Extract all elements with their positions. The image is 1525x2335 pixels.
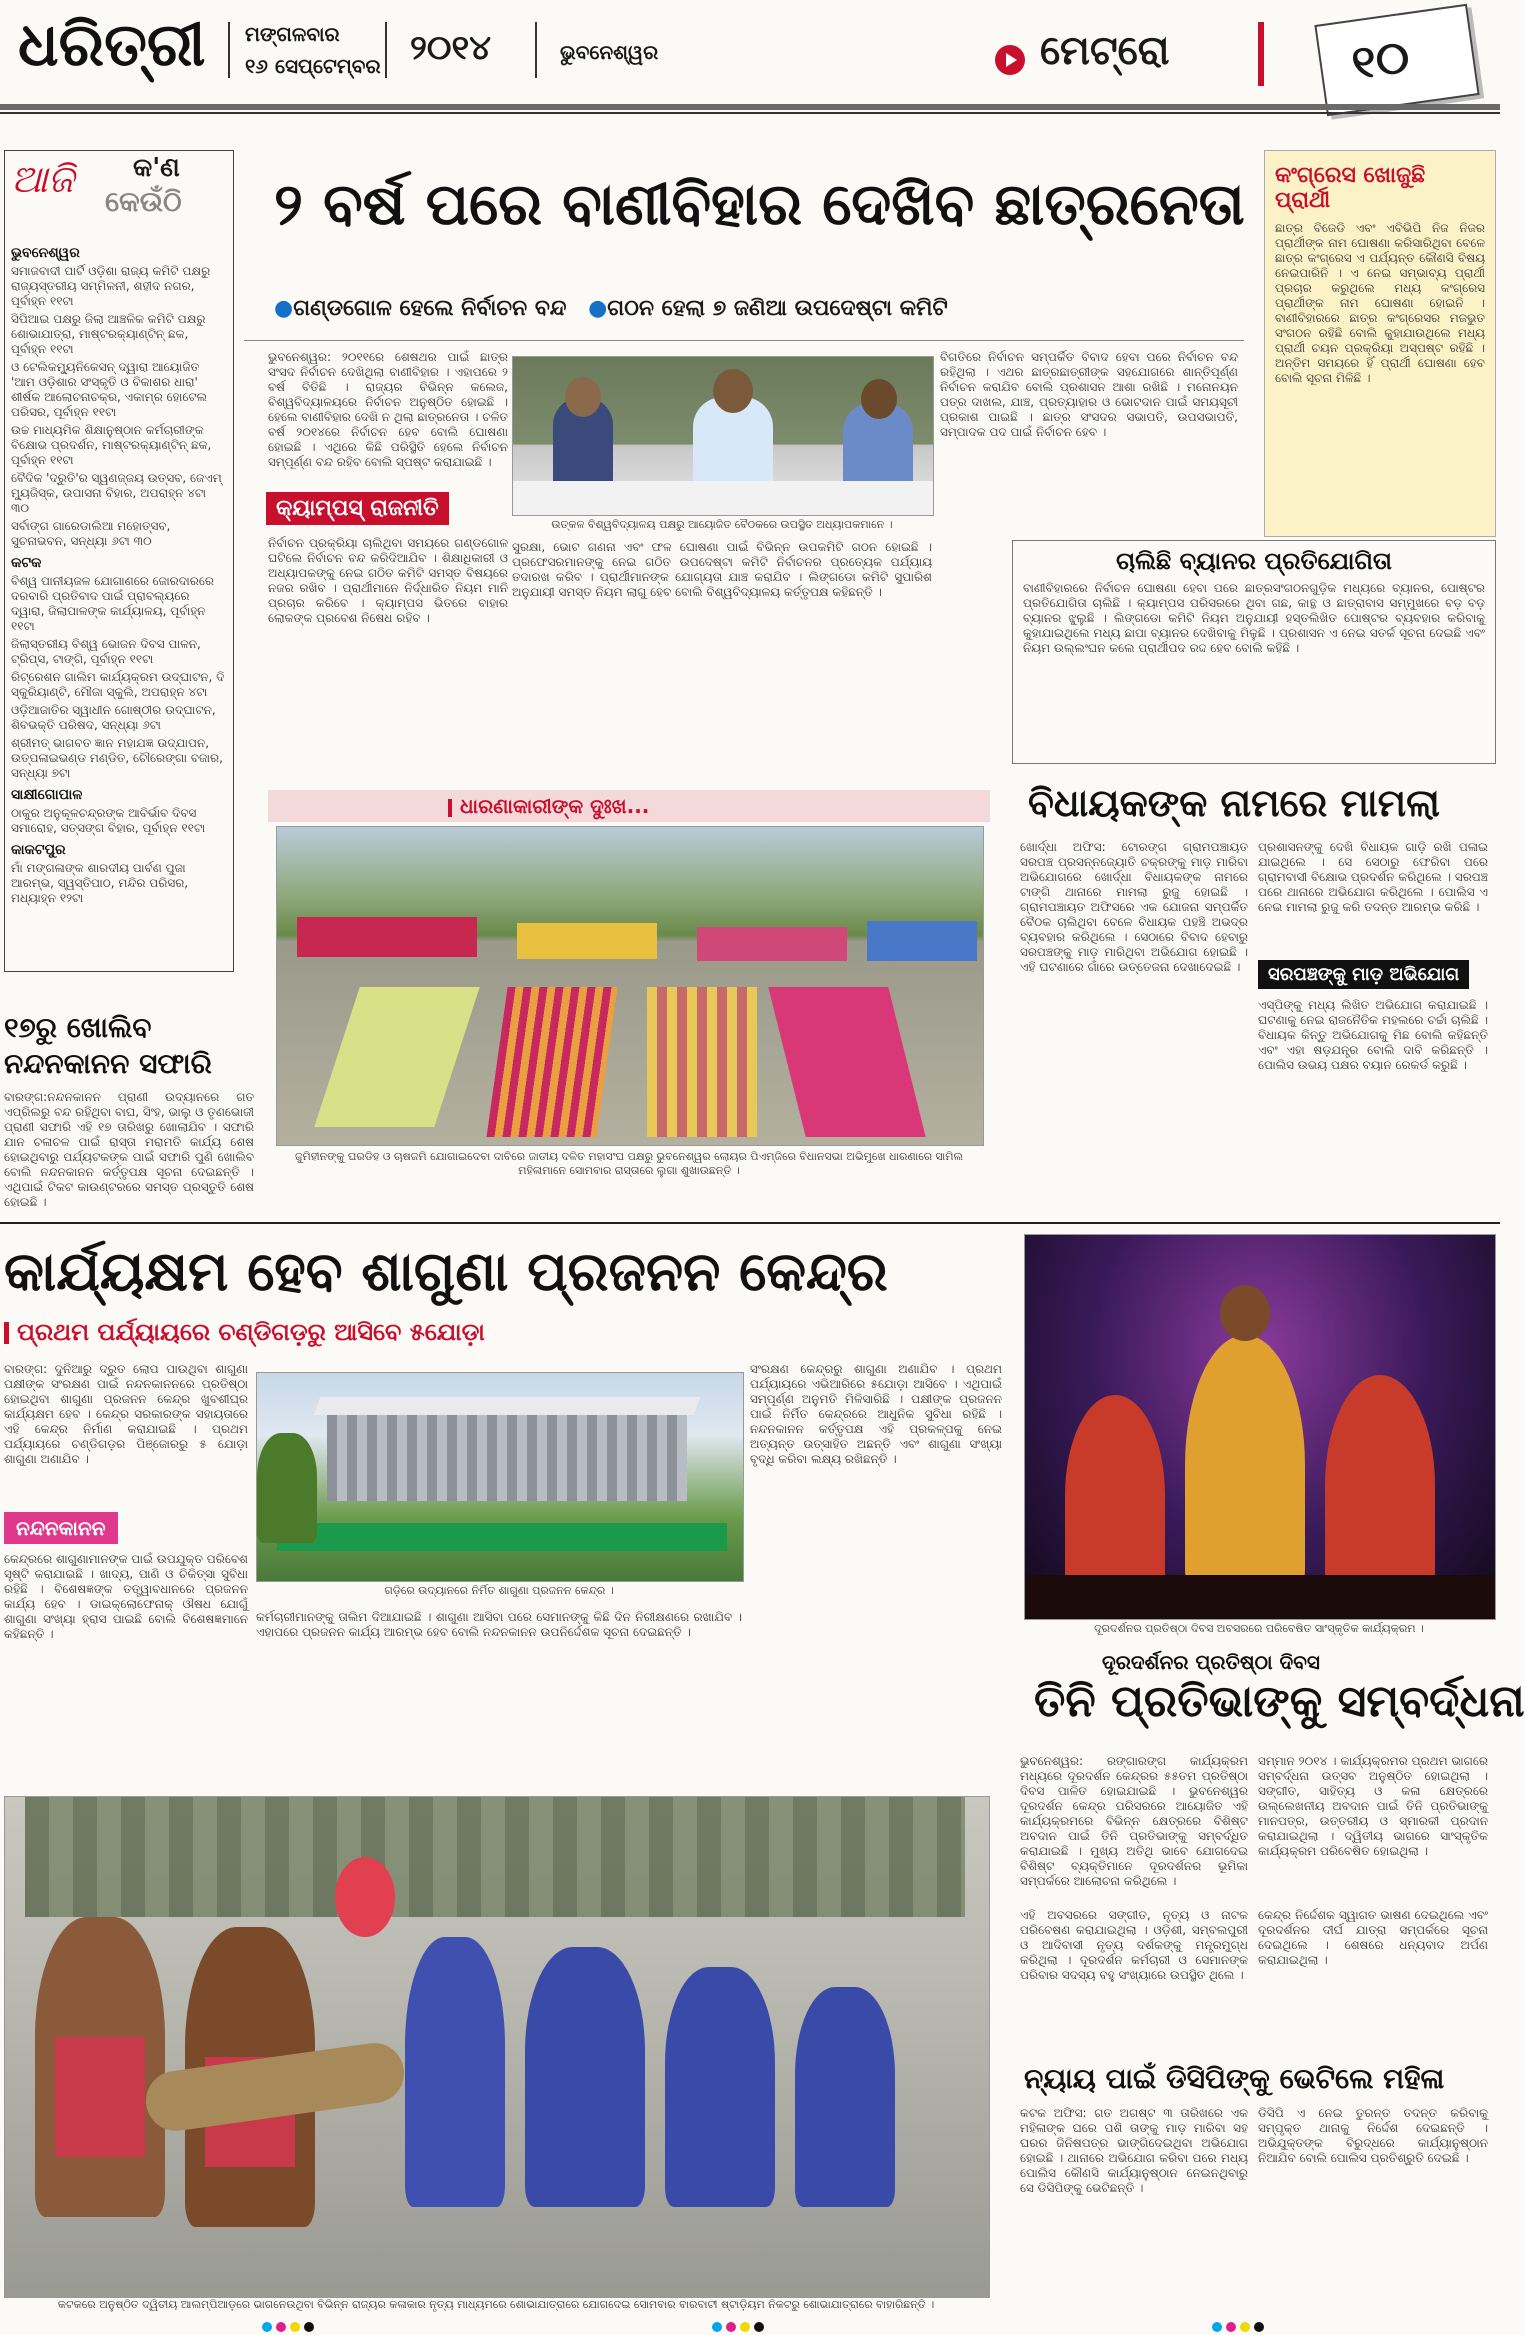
mla-col2b: ଏସ୍‌ପିଙ୍କୁ ମଧ୍ୟ ଲିଖିତ ଅଭିଯୋଗ କରାଯାଇଛି । ଘଟଣାକୁ ନେଇ ରାଜନୈତିକ ମହଲରେ ଚର୍ଚ୍ଚା ଚାଲିଛି । ବିଧାୟକ କିନ୍ତୁ ଅଭିଯୋଗକୁ ମିଛ ବୋଲି କହିଛନ୍ତି ଏବଂ ଏହା ଷଡ଼ଯନ୍ତ୍ର ବୋଲି ଦାବି କରିଛନ୍ତି । ପୋଲିସ ଉଭୟ ପକ୍ଷର ବୟାନ ରେକର୍ଡ କରୁଛି ।: [1258, 998, 1488, 1072]
list-item: ସିପିଆଇ ପକ୍ଷରୁ ଜିଲା ଆଞ୍ଚଳିକ କମିଟି ପକ୍ଷରୁ ଶୋଭାଯାତ୍ରା, ମାଷ୍ଟରକ୍ୟାଣ୍ଟିନ୍ ଛକ, ପୂର୍ବାହ୍ନ ୧୧ଟା: [11, 312, 206, 356]
breeding-subhead-text: ପ୍ରଥମ ପର୍ଯ୍ୟାୟରେ ଚଣ୍ଡିଗଡ଼ରୁ ଆସିବେ ୫ଯୋଡ଼ା: [17, 1318, 485, 1346]
top-story-subheads: [274, 296, 948, 321]
list-item: ସର୍ବାଙ୍ଗ ଗାରେଡାଲିଆ ମହୋତ୍ସବ, ସୁଚନାଭବନ, ସନ୍ଧ୍ୟା ୬ଟା ୩୦: [11, 519, 171, 548]
meeting-photo: [512, 356, 934, 516]
banner-headline: ଚାଲିଛି ବ୍ୟାନର ପ୍ରତିଯୋଗିତା: [1116, 547, 1392, 575]
doordarshan-story: [1012, 1650, 1525, 2050]
doordarshan-headline: ତିନି ପ୍ରତିଭାଙ୍କୁ ସମ୍ବର୍ଦ୍ଧନା: [1034, 1676, 1525, 1727]
tribal-dance-photo: [4, 1796, 990, 2298]
masthead-logo: ଧରିତ୍ରୀ: [18, 10, 206, 80]
list-item: ଉଚ୍ଚ ମାଧ୍ୟମିକ ଶିକ୍ଷାନୁଷ୍ଠାନ କର୍ମଚାରୀଙ୍କ ବିକ୍ଷୋଭ ପ୍ରଦର୍ଶନ, ମାଷ୍ଟରକ୍ୟାଣ୍ଟିନ୍ ଛକ, ପୂର୍ବାହ୍ନ ୧୧ଟା: [11, 423, 212, 467]
list-item: ବିଶ୍ୱ ପାନୀୟଜଳ ଯୋଗାଣରେ ଜୋରଦାରରେ ଦରବାରି ପ୍ରତିବାଦ ପାଇଁ ପ୍ରାବଲ୍ୟରେ ଦ୍ୱାରା, ଜିଲାପାଳଙ୍କ କାର୍ଯ୍ୟାଳୟ, ପୂର୍ବାହ୍ନ ୧୧ଟା: [11, 574, 214, 633]
masthead-day: ମଙ୍ଗଳବାର: [245, 22, 340, 46]
sidebar-tag-kouthi: କେଉଁଠି: [105, 185, 182, 218]
aviary-caption: ଗଡ଼ିରେ ଉଦ୍ୟାନରେ ନିର୍ମିତ ଶାଗୁଣା ପ୍ରଜନନ କେନ୍ଦ୍ର ।: [384, 1584, 614, 1597]
breeding-col1b: କେନ୍ଦ୍ରରେ ଶାଗୁଣାମାନଙ୍କ ପାଇଁ ଉପଯୁକ୍ତ ପରିବେଶ ସୃଷ୍ଟି କରାଯାଇଛି । ଖାଦ୍ୟ, ପାଣି ଓ ଚିକିତ୍ସା ସୁବିଧା ରହିଛି । ବିଶେଷଜ୍ଞଙ୍କ ତତ୍ତ୍ୱାବଧାନରେ ପ୍ରଜନନ କାର୍ଯ୍ୟ ହେବ । ଡାଇକ୍ଲୋଫେନାକ୍ ଔଷଧ ଯୋଗୁଁ ଶାଗୁଣା ସଂଖ୍ୟା ହ୍ରାସ ପାଇଛି ବୋଲି ବିଶେଷଜ୍ଞମାନେ କହିଛନ୍ତି ।: [4, 1552, 248, 1641]
breeding-col1: ବାରଙ୍ଗ: ଦୁନିଆରୁ ଦ୍ରୁତ ଲୋପ ପାଉଥିବା ଶାଗୁଣା ପକ୍ଷୀଙ୍କ ସଂରକ୍ଷଣ ପାଇଁ ନନ୍ଦନକାନନରେ ପ୍ରତିଷ୍ଠା ହୋଇଥିବା ଶାଗୁଣା ପ୍ରଜନନ କେନ୍ଦ୍ର ଖୁବଶୀଘ୍ର କାର୍ଯ୍ୟକ୍ଷମ ହେବ । କେନ୍ଦ୍ର ସରକାରଙ୍କ ସହାୟତାରେ ଏହି କେନ୍ଦ୍ର ନିର୍ମାଣ କରାଯାଇଛି । ପ୍ରଥମ ପର୍ଯ୍ୟାୟରେ ଚଣ୍ଡିଗଡ଼ର ପିଞ୍ଜୋରରୁ ୫ ଯୋଡ଼ା ଶାଗୁଣା ଅଣାଯିବ ।: [4, 1362, 248, 1466]
doordarshan-kicker: ଦୂରଦର୍ଶନର ପ୍ରତିଷ୍ଠା ଦିବସ: [1102, 1650, 1320, 1674]
safari-story: [4, 1010, 254, 1210]
top-story-headline: ୨ ବର୍ଷ ପରେ ବାଣୀବିହାର ଦେଖିବ ଛାତ୍ରନେତା: [274, 170, 1245, 238]
aviary-photo: [256, 1372, 744, 1582]
campus-politics-tag: କ୍ୟାମ୍ପସ୍ ରାଜନୀତି: [266, 492, 449, 525]
banner-body: ବାଣୀବିହାରରେ ନିର୍ବାଚନ ଘୋଷଣା ହେବା ପରେ ଛାତ୍ରସଂଗଠନଗୁଡ଼ିକ ମଧ୍ୟରେ ବ୍ୟାନର, ପୋଷ୍ଟର ପ୍ରତିଯୋଗିତା ଚାଲିଛି । କ୍ୟାମ୍ପସ ପରିସରରେ ଥିବା ଗଛ, କାନ୍ଥ ଓ ଛାତ୍ରାବାସ ସମ୍ମୁଖରେ ବଡ଼ ବଡ଼ ବ୍ୟାନର ଝୁଲୁଛି । ଲିଙ୍ଗଡୋ କମିଟି ନିୟମ ଅନୁଯାୟୀ ହସ୍ତଲିଖିତ ପୋଷ୍ଟର ବ୍ୟବହାର କରିବାକୁ କୁହାଯାଇଥିଲେ ମଧ୍ୟ ଛାପା ବ୍ୟାନର ଦେଖିବାକୁ ମିଳୁଛି । ପ୍ରଶାସନ ଏ ନେଇ ସତର୍କ ସୂଚନା ଦେଇଛି ଏବଂ ନିୟମ ଉଲ୍ଲଂଘନ କଲେ ପ୍ରାର୍ଥୀପଦ ରଦ୍ଦ ହେବ ବୋଲି କହିଛି ।: [1023, 581, 1485, 655]
red-bar-icon: [448, 799, 452, 817]
banner-box: [1012, 540, 1496, 764]
safari-body: ବାରଙ୍ଗ:ନନ୍ଦନକାନନ ପ୍ରାଣୀ ଉଦ୍ୟାନରେ ଗତ ଏପ୍ରିଲରୁ ବନ୍ଦ ରହିଥିବା ବାଘ, ସିଂହ, ଭାଲୁ ଓ ତୃଣଭୋଜୀ ପ୍ରାଣୀ ସଫାରି ଏହି ୧୭ ତାରିଖରୁ ଖୋଲାଯିବ । ସଫାରି ଯାନ ଚଳାଚଳ ପାଇଁ ରାସ୍ତା ମରାମତି କାର୍ଯ୍ୟ ଶେଷ ହୋଇଥିବାରୁ ପର୍ଯ୍ୟଟକଙ୍କ ପାଇଁ ସଫାରି ପୁଣି ଖୋଲିବ ବୋଲି ନନ୍ଦନକାନନ କର୍ତ୍ତୃପକ୍ଷ ସୂଚନା ଦେଇଛନ୍ତି । ଏଥିପାଇଁ ଟିକଟ କାଉଣ୍ଟରରେ ସମସ୍ତ ପ୍ରସ୍ତୁତି ଶେଷ ହୋଇଛି ।: [4, 1090, 254, 1209]
sidebar-tag-kana: କ'ଣ: [133, 153, 180, 183]
sidebar-tag-aaji: ଆଜି: [11, 157, 75, 201]
protest-tag-bar: [268, 790, 990, 822]
masthead-red-bar: [1258, 22, 1264, 86]
masthead-divider: [385, 22, 387, 78]
masthead: [0, 0, 1500, 118]
nandankanan-tag: ନନ୍ଦନକାନନ: [4, 1512, 118, 1544]
events-sidebar: [4, 150, 234, 972]
sidebar-section-title: କଟକ: [11, 555, 42, 571]
breeding-col2: ସଂରକ୍ଷଣ କେନ୍ଦ୍ରରୁ ଶାଗୁଣା ଅଣାଯିବ । ପ୍ରଥମ ପର୍ଯ୍ୟାୟରେ ଏଭିଆରିରେ ୫ଯୋଡ଼ା ଆସିବେ । ଏଥିପାଇଁ ସମ୍ପୂର୍ଣ୍ଣ ଅନୁମତି ମିଳିସାରିଛି । ପକ୍ଷୀଙ୍କ ପ୍ରଜନନ ପାଇଁ ନିର୍ମିତ କେନ୍ଦ୍ରରେ ଆଧୁନିକ ସୁବିଧା ରହିଛି । ନନ୍ଦନକାନନ କର୍ତ୍ତୃପକ୍ଷ ଏହି ପ୍ରକଳ୍ପକୁ ନେଇ ଅତ୍ୟନ୍ତ ଉତ୍ସାହିତ ଅଛନ୍ତି ଏବଂ ଶାଗୁଣା ସଂଖ୍ୟା ବୃଦ୍ଧି କରିବା ଲକ୍ଷ୍ୟ ରଖିଛନ୍ତି ।: [750, 1362, 1002, 1466]
masthead-date: ୧୬ ସେପ୍ଟେମ୍ବର: [245, 54, 381, 78]
sidebar-section-title: ସାକ୍ଷୀଗୋପାଳ: [11, 787, 83, 803]
meeting-photo-caption: ଉତ୍କଳ ବିଶ୍ୱବିଦ୍ୟାଳୟ ପକ୍ଷରୁ ଆୟୋଜିତ ବୈଠକରେ ଉପସ୍ଥିତ ଅଧ୍ୟାପକମାନେ ।: [551, 518, 893, 531]
divider: [244, 340, 1244, 341]
play-icon: [995, 45, 1025, 75]
safari-headline-1: ୧୭ରୁ ଖୋଲିବ: [4, 1011, 152, 1044]
congress-box: [1264, 150, 1496, 537]
list-item: ଓଡ଼ିଆଜାତିର ସ୍ୱାଧୀନ ଗୋଷ୍ଠୀର ଉଦ୍‌ଘାଟନ, ଶିବଭକ୍ତି ପରିଷଦ, ସନ୍ଧ୍ୟା ୬ଟା: [11, 703, 216, 732]
list-item: ଠାକୁର ଅନୁକୂଳଚନ୍ଦ୍ରଙ୍କ ଆବିର୍ଭାବ ଦିବସ ସମାରୋହ, ସତ୍ସଙ୍ଗ ବିହାର, ପୂର୍ବାହ୍ନ ୧୧ଟା: [11, 806, 206, 835]
masthead-divider: [228, 22, 230, 78]
doordarshan-col2b: କେନ୍ଦ୍ର ନିର୍ଦ୍ଦେଶକ ସ୍ୱାଗତ ଭାଷଣ ଦେଇଥିଲେ ଏବଂ ଦୂରଦର୍ଶନର ଦୀର୍ଘ ଯାତ୍ରା ସମ୍ପର୍କରେ ସୂଚନା ଦେଇଥିଲେ । ଶେଷରେ ଧନ୍ୟବାଦ ଅର୍ପଣ କରାଯାଇଥିଲା ।: [1258, 1908, 1488, 1967]
justice-col1: କଟକ ଅଫିସ: ଗତ ଅଗଷ୍ଟ ୩ ତାରିଖରେ ଏକ ମହିଳାଙ୍କ ଘରେ ପଶି ତାଙ୍କୁ ମାଡ଼ ମାରିବା ସହ ଘରର ଜିନିଷପତ୍ର ଭାଙ୍ଗିଦେଇଥିବା ଅଭିଯୋଗ ହୋଇଛି । ଥାନାରେ ଅଭିଯୋଗ କରିବା ପରେ ମଧ୍ୟ ପୋଲିସ କୌଣସି କାର୍ଯ୍ୟାନୁଷ୍ଠାନ ନେଇନଥିବାରୁ ସେ ଡିସିପିଙ୍କୁ ଭେଟିଛନ୍ତି ।: [1020, 2106, 1248, 2195]
bullet-icon: ●: [588, 296, 608, 321]
justice-col2: ଡିସିପି ଏ ନେଇ ତୁରନ୍ତ ତଦନ୍ତ କରିବାକୁ ସମ୍ପୃକ୍ତ ଥାନାକୁ ନିର୍ଦ୍ଦେଶ ଦେଇଛନ୍ତି । ଅଭିଯୁକ୍ତଙ୍କ ବିରୁଦ୍ଧରେ କାର୍ଯ୍ୟାନୁଷ୍ଠାନ ନିଆଯିବ ବୋଲି ପୋଲିସ ପ୍ରତିଶ୍ରୁତି ଦେଇଛି ।: [1258, 2106, 1488, 2165]
masthead-section: ମେଟ୍ରୋ: [1040, 28, 1170, 74]
breeding-subhead: [4, 1318, 485, 1346]
sarpanch-tag: ସରପଞ୍ଚଙ୍କୁ ମାଡ଼ ଅଭିଯୋଗ: [1258, 960, 1469, 989]
congress-body: ଛାତ୍ର ବିଜେଡି ଏବଂ ଏବିଭିପି ନିଜ ନିଜର ପ୍ରାର୍ଥୀଙ୍କ ନାମ ଘୋଷଣା କରିସାରିଥିବା ବେଳେ ଛାତ୍ର କଂଗ୍ରେସ ଏ ପର୍ଯ୍ୟନ୍ତ କୌଣସି ବିଷୟ ନେଇପାରିନି । ଏ ନେଇ ସମ୍ଭାବ୍ୟ ପ୍ରାର୍ଥୀ ପ୍ରଚାର କରୁଥିଲେ ମଧ୍ୟ କଂଗ୍ରେସ ପ୍ରାର୍ଥୀଙ୍କ ନାମ ଘୋଷଣା ହୋଇନି । ବାଣୀବିହାରରେ ଛାତ୍ର କଂଗ୍ରେସର ମଜଭୁତ ସଂଗଠନ ରହିଛି ବୋଲି କୁହାଯାଉଥିଲେ ମଧ୍ୟ ପ୍ରାର୍ଥୀ ଚୟନ ପ୍ରକ୍ରିୟା ଅସ୍ପଷ୍ଟ ରହିଛି । ଅନ୍ତିମ ସମୟରେ ହିଁ ପ୍ରାର୍ଥୀ ଘୋଷଣା ହେବ ବୋଲି ସୂଚନା ମିଳିଛି ।: [1275, 221, 1485, 385]
safari-headline-2: ନନ୍ଦନକାନନ ସଫାରି: [4, 1047, 212, 1080]
masthead-year: ୨୦୧୪: [410, 28, 492, 68]
protest-tag: [448, 794, 649, 818]
top-story-col1b: ନିର୍ବାଚନ ପ୍ରକ୍ରିୟା ଚାଲିଥିବା ସମୟରେ ଗଣ୍ଡଗୋଳ ଘଟିଲେ ନିର୍ବାଚନ ବନ୍ଦ କରିଦିଆଯିବ । ଶିକ୍ଷାଧିକାରୀ ଓ ଅଧ୍ୟାପକଙ୍କୁ ନେଇ ଗଠିତ କମିଟି ସମସ୍ତ ବିଷୟରେ ନଜର ରଖିବ । ପ୍ରାର୍ଥୀମାନେ ନିର୍ଦ୍ଧାରିତ ନିୟମ ମାନି ପ୍ରଚାର କରିବେ । କ୍ୟାମ୍ପସ ଭିତରେ ବାହାର ଲୋକଙ୍କ ପ୍ରବେଶ ନିଷେଧ ରହିବ ।: [268, 536, 508, 625]
protest-photo-block: [268, 790, 990, 1200]
protest-photo: [276, 826, 984, 1146]
doordarshan-col1b: ଏହି ଅବସରରେ ସଙ୍ଗୀତ, ନୃତ୍ୟ ଓ ନାଟକ ପରିବେଷଣ କରାଯାଇଥିଲା । ଓଡ଼ିଶୀ, ସମ୍ବଲପୁରୀ ଓ ଆଦିବାସୀ ନୃତ୍ୟ ଦର୍ଶକଙ୍କୁ ମନ୍ତ୍ରମୁଗ୍ଧ କରିଥିଲା । ଦୂରଦର୍ଶନ କର୍ମଚାରୀ ଓ ସେମାନଙ୍କ ପରିବାର ସଦସ୍ୟ ବହୁ ସଂଖ୍ୟାରେ ଉପସ୍ଥିତ ଥିଲେ ।: [1020, 1908, 1248, 1982]
top-story-col1: ଭୁବନେଶ୍ୱର: ୨୦୧୧ରେ ଶେଷଥର ପାଇଁ ଛାତ୍ର ସଂସଦ ନିର୍ବାଚନ ଦେଖିଥିଲା ବାଣୀବିହାର । ଏହାପରେ ୨ ବର୍ଷ ବିତିଛି । ରାଜ୍ୟର ବିଭିନ୍ନ କଲେଜ, ବିଶ୍ୱବିଦ୍ୟାଳୟରେ ନିର୍ବାଚନ ଅନୁଷ୍ଠିତ ହୋଇଛି । ହେଲେ ବାଣୀବିହାର ଦେଖି ନ ଥିଲା ଛାତ୍ରନେତା । ଚଳିତ ବର୍ଷ ୨୦୧୪ରେ ନିର୍ବାଚନ ହେବ ବୋଲି ଘୋଷଣା ହୋଇଛି । ଏଥିରେ କିଛି ପରିସ୍ଥିତି ହେଲେ ନିର୍ବାଚନ ସମ୍ପୂର୍ଣ୍ଣ ବନ୍ଦ ରହିବ ବୋଲି ସ୍ପଷ୍ଟ କରାଯାଇଛି ।: [268, 350, 508, 469]
masthead-city: ଭୁବନେଶ୍ୱର: [560, 40, 659, 64]
doordarshan-col2: ସମ୍ମାନ ୨୦୧୪ । କାର୍ଯ୍ୟକ୍ରମର ପ୍ରଥମ ଭାଗରେ ସମ୍ବର୍ଦ୍ଧନା ଉତ୍ସବ ଅନୁଷ୍ଠିତ ହୋଇଥିଲା । ସଙ୍ଗୀତ, ସାହିତ୍ୟ ଓ କଳା କ୍ଷେତ୍ରରେ ଉଲ୍ଲେଖନୀୟ ଅବଦାନ ପାଇଁ ତିନି ପ୍ରତିଭାଙ୍କୁ ମାନପତ୍ର, ଉତ୍ତରୀୟ ଓ ସ୍ମାରକୀ ପ୍ରଦାନ କରାଯାଇଥିଲା । ଦ୍ୱିତୀୟ ଭାଗରେ ସାଂସ୍କୃତିକ କାର୍ଯ୍ୟକ୍ରମ ପରିବେଷିତ ହୋଇଥିଲା ।: [1258, 1754, 1488, 1858]
page-number-card: [1314, 4, 1479, 117]
justice-headline: ନ୍ୟାୟ ପାଇଁ ଡିସିପିଙ୍କୁ ଭେଟିଲେ ମହିଳା: [1024, 2062, 1445, 2095]
bullet-icon: ●: [274, 296, 294, 321]
mla-story: [1012, 780, 1494, 1200]
list-item: ଜିଲାସ୍ତରୀୟ ବିଶ୍ୱ ଭୋଜନ ଦିବସ ପାଳନ, ଟ୍ରିପ୍ସ, ଟାଙ୍ଗି, ପୂର୍ବାହ୍ନ ୧୧ଟା: [11, 637, 201, 666]
congress-headline: କଂଗ୍ରେସ ଖୋଜୁଛି ପ୍ରାର୍ଥୀ: [1275, 163, 1426, 213]
breeding-headline: କାର୍ଯ୍ୟକ୍ଷମ ହେବ ଶାଗୁଣା ପ୍ରଜନନ କେନ୍ଦ୍ର: [4, 1240, 888, 1303]
registration-marks: [0, 2322, 1500, 2335]
list-item: ଓ ଟେଲିକମ୍ୟୁନିକେସନ୍ ଦ୍ୱାରା ଆୟୋଜିତ 'ଆମ ଓଡ଼ିଶାର ସଂସ୍କୃତି ଓ ବିକାଶର ଧାରା' ଶୀର୍ଷକ ଆଲୋଚନାଚକ୍ର, ଏକାମ୍ର ହୋଟେଲ ପରିସର, ପୂର୍ବାହ୍ନ ୧୧ଟା: [11, 360, 208, 419]
breeding-col2b: କର୍ମଚାରୀମାନଙ୍କୁ ତାଲିମ ଦିଆଯାଇଛି । ଶାଗୁଣା ଆସିବା ପରେ ସେମାନଙ୍କୁ କିଛି ଦିନ ନିରୀକ୍ଷଣରେ ରଖାଯିବ । ଏହାପରେ ପ୍ରଜନନ କାର୍ଯ୍ୟ ଆରମ୍ଭ ହେବ ବୋଲି ନନ୍ଦନକାନନ ଉପନିର୍ଦ୍ଦେଶକ ସୂଚନା ଦେଇଛନ୍ତି ।: [256, 1610, 742, 1639]
list-item: ବୈଦିକ 'ଦ୍ରୁତି'ର ସ୍ୱଣଜ୍ଜୟ ଉତ୍ସବ, ଜେଏମ୍ ମ୍ୟୁଜିସ୍କ, ଉପାସନା ବିହାର, ଅପରାହ୍ନ ୪ଟା ୩୦: [11, 471, 222, 515]
doordarshan-col1: ଭୁବନେଶ୍ୱର: ରଙ୍ଗାରଙ୍ଗ କାର୍ଯ୍ୟକ୍ରମ ମଧ୍ୟରେ ଦୂରଦର୍ଶନ କେନ୍ଦ୍ରର ୫୫ତମ ପ୍ରତିଷ୍ଠା ଦିବସ ପାଳିତ ହୋଇଯାଇଛି । ଭୁବନେଶ୍ୱର ଦୂରଦର୍ଶନ କେନ୍ଦ୍ର ପରିସରରେ ଆୟୋଜିତ ଏହି କାର୍ଯ୍ୟକ୍ରମରେ ବିଭିନ୍ନ କ୍ଷେତ୍ରରେ ବିଶିଷ୍ଟ ଅବଦାନ ପାଇଁ ତିନି ପ୍ରତିଭାଙ୍କୁ ସମ୍ବର୍ଦ୍ଧିତ କରାଯାଇଛି । ମୁଖ୍ୟ ଅତିଥି ଭାବେ ଯୋଗଦେଇ ବିଶିଷ୍ଟ ବ୍ୟକ୍ତିମାନେ ଦୂରଦର୍ଶନର ଭୂମିକା ସମ୍ପର୍କରେ ଆଲୋଚନା କରିଥିଲେ ।: [1020, 1754, 1248, 1888]
protest-tag-text: ଧାରଣାକାରୀଙ୍କ ଦୁଃଖ...: [460, 794, 650, 818]
top-story-col3: ବିଗତିରେ ନିର୍ବାଚନ ସମ୍ପର୍କିତ ବିବାଦ ହେବା ପରେ ନିର୍ବାଚନ ବନ୍ଦ ରହିଥିଲା । ଏଥର ଛାତ୍ରଛାତ୍ରୀଙ୍କ ସହଯୋଗରେ ଶାନ୍ତିପୂର୍ଣ୍ଣ ନିର୍ବାଚନ କରାଯିବ ବୋଲି ପ୍ରଶାସନ ଆଶା ରଖିଛି । ମନୋନୟନ ପତ୍ର ଦାଖଲ, ଯାଞ୍ଚ, ପ୍ରତ୍ୟାହାର ଓ ଭୋଟଦାନ ପାଇଁ ସମୟସୂଚୀ ପ୍ରକାଶ ପାଇଛି । ଛାତ୍ର ସଂସଦର ସଭାପତି, ଉପସଭାପତି, ସମ୍ପାଦକ ପଦ ପାଇଁ ନିର୍ବାଚନ ହେବ ।: [940, 350, 1238, 439]
top-story-subhead-1: ଗଣ୍ଡଗୋଳ ହେଲେ ନିର୍ବାଚନ ବନ୍ଦ: [293, 296, 567, 321]
mla-headline: ବିଧାୟକଙ୍କ ନାମରେ ମାମଲା: [1028, 781, 1440, 825]
masthead-rule: [0, 104, 1500, 110]
tribal-caption: କଟକରେ ଅନୁଷ୍ଠିତ ଦ୍ୱିତୀୟ ଆଲମ୍ପିଆଡ଼ରେ ଭାଗନେଉଥିବା ବିଭିନ୍ନ ରାଜ୍ୟର କଳାକାର ନୃତ୍ୟ ମାଧ୍ୟମରେ ଶୋଭାଯାତ୍ରାରେ ଯୋଗଦେଇ ସୋମବାର ବାରବାଟୀ ଷ୍ଟାଡ଼ିୟମ ନିକଟରୁ ଶୋଭାଯାତ୍ରାରେ ବାହାରିଛନ୍ତି ।: [57, 2298, 935, 2311]
sidebar-list: [11, 239, 225, 909]
justice-story: [1012, 2060, 1494, 2320]
mla-col1: ଖୋର୍ଦ୍ଧା ଅଫିସ: ଟୋରଙ୍ଗ ଗ୍ରାମପଞ୍ଚାୟତ ସରପଞ୍ଚ ପ୍ରସନ୍ନଜ୍ୟୋତି ଚକ୍ରଙ୍କୁ ମାଡ଼ ମାରିବା ଅଭିଯୋଗରେ ଖୋର୍ଦ୍ଧା ବିଧାୟକଙ୍କ ନାମରେ ଟାଙ୍ଗି ଥାନାରେ ମାମଲା ରୁଜୁ ହୋଇଛି । ଗ୍ରାମପଞ୍ଚାୟତ ଅଫିସରେ ଏକ ଯୋଜନା ସମ୍ପର୍କିତ ବୈଠକ ଚାଲିଥିବା ବେଳେ ବିଧାୟକ ପହଞ୍ଚି ଅଭଦ୍ର ବ୍ୟବହାର କରିଥିଲେ । ସେଠାରେ ବିବାଦ ହେବାରୁ ସରପଞ୍ଚଙ୍କୁ ମାଡ଼ ମାରିଥିବା ଅଭିଯୋଗ ହୋଇଛି । ଏହି ଘଟଣାରେ ଗାଁରେ ଉତ୍ତେଜନା ଦେଖାଦେଇଛି ।: [1020, 840, 1248, 974]
protest-caption: ଜୁମିହୀନଙ୍କୁ ଘରଡିହ ଓ ଚାଷଜମି ଯୋଗାଇଦେବା ଦାବିରେ ଜାତୀୟ ଦଳିତ ମହାସଂଘ ପକ୍ଷରୁ ଭୁବନେଶ୍ୱର ଲୋୟର ପିଏମ୍‌ଜିରେ ବିଧାନସଭା ଅଭିମୁଖେ ଧାରଣାରେ ସାମିଲ ମହିଳାମାନେ ସୋମବାର ରାସ୍ତାରେ ଲୁଗା ଶୁଖାଉଛନ୍ତି ।: [294, 1150, 964, 1177]
breeding-story: [4, 1234, 1004, 1774]
top-story-col2: ସୁରକ୍ଷା, ଭୋଟ ଗଣନା ଏବଂ ଫଳ ଘୋଷଣା ପାଇଁ ବିଭିନ୍ନ ଉପକମିଟି ଗଠନ ହୋଇଛି । ପ୍ରଫେସରମାନଙ୍କୁ ନେଇ ଗଠିତ ଉପଦେଷ୍ଟା କମିଟି ନିର୍ବାଚନର ପ୍ରତ୍ୟେକ ପର୍ଯ୍ୟାୟ ତଦାରଖ କରିବ । ପ୍ରାର୍ଥୀମାନଙ୍କ ଯୋଗ୍ୟତା ଯାଞ୍ଚ କରାଯିବ । ଲିଙ୍ଗଡୋ କମିଟି ସୁପାରିଶ ଅନୁଯାୟୀ ସମସ୍ତ ନିୟମ ଲାଗୁ ହେବ ବୋଲି ବିଶ୍ୱବିଦ୍ୟାଳୟ କର୍ତ୍ତୃପକ୍ଷ କହିଛନ୍ତି ।: [512, 540, 932, 599]
list-item: ରିଟ୍ରେଶନ ଗାଲିମ କାର୍ଯ୍ୟକ୍ରମ ଉଦ୍‌ଘାଟନ, ଦି ସ୍କୁରିୟାଣ୍ଟି, ମୌଜା ସ୍କୁଲି, ଅପରାହ୍ନ ୪ଟା: [11, 670, 225, 699]
masthead-rule-thin: [0, 112, 1500, 114]
dance-photo: [1024, 1234, 1496, 1620]
sidebar-section-title: କାକଟପୁର: [11, 842, 66, 858]
red-bar-icon: [4, 1322, 9, 1344]
list-item: ସମାଜବାଦୀ ପାର୍ଟି ଓଡ଼ିଶା ରାଜ୍ୟ କମିଟି ପକ୍ଷରୁ ରାଜ୍ୟସ୍ତରୀୟ ସମ୍ମିଳନୀ, ଶହୀଦ ନଗର, ପୂର୍ବାହ୍ନ ୧୧ଟା: [11, 264, 211, 308]
mla-col2: ପ୍ରଶାସନଙ୍କୁ ଦେଖି ବିଧାୟକ ଗାଡ଼ି ରଖି ପଳାଇ ଯାଇଥିଲେ । ସେ ସେଠାରୁ ଫେରିବା ପରେ ଗ୍ରାମବାସୀ ବିକ୍ଷୋଭ ପ୍ରଦର୍ଶନ କରିଥିଲେ । ସରପଞ୍ଚ ପରେ ଥାନାରେ ଅଭିଯୋଗ କରିଥିଲେ । ପୋଲିସ ଏ ନେଇ ମାମଲା ରୁଜୁ କରି ତଦନ୍ତ ଆରମ୍ଭ କରିଛି ।: [1258, 840, 1488, 914]
dance-caption: ଦୂରଦର୍ଶନର ପ୍ରତିଷ୍ଠା ଦିବସ ଅବସରରେ ପରିବେଷିତ ସାଂସ୍କୃତିକ କାର୍ଯ୍ୟକ୍ରମ ।: [1094, 1622, 1424, 1635]
list-item: ମାଁ ମଙ୍ଗଳାଙ୍କ ଶାରଦୀୟ ପାର୍ବଣ ପୁଜା ଆରମ୍ଭ, ସ୍ୱସ୍ତିପାଠ, ମନ୍ଦିର ପରିସର, ମଧ୍ୟାହ୍ନ ୧୨ଟା: [11, 861, 189, 905]
top-story-subhead-2: ଗଠନ ହେଲା ୭ ଜଣିଆ ଉପଦେଷ୍ଟା କମିଟି: [607, 296, 948, 321]
section-rule: [0, 1222, 1500, 1224]
sidebar-section-title: ଭୁବନେଶ୍ୱର: [11, 245, 80, 261]
page-number: ୧୦: [1348, 28, 1413, 91]
masthead-divider: [535, 22, 537, 78]
list-item: ଶ୍ରୀମତ୍ ଭାଗବତ ଜ୍ଞାନ ମହାଯଜ୍ଞ ଉଦ୍‌ଯାପନ, ଉତ୍ପଳାଇଭଣ୍ଡ ମଣ୍ଡିତ, ଚୌରେଙ୍ଗା ବଜାର, ସନ୍ଧ୍ୟା ୭ଟା: [11, 736, 223, 780]
